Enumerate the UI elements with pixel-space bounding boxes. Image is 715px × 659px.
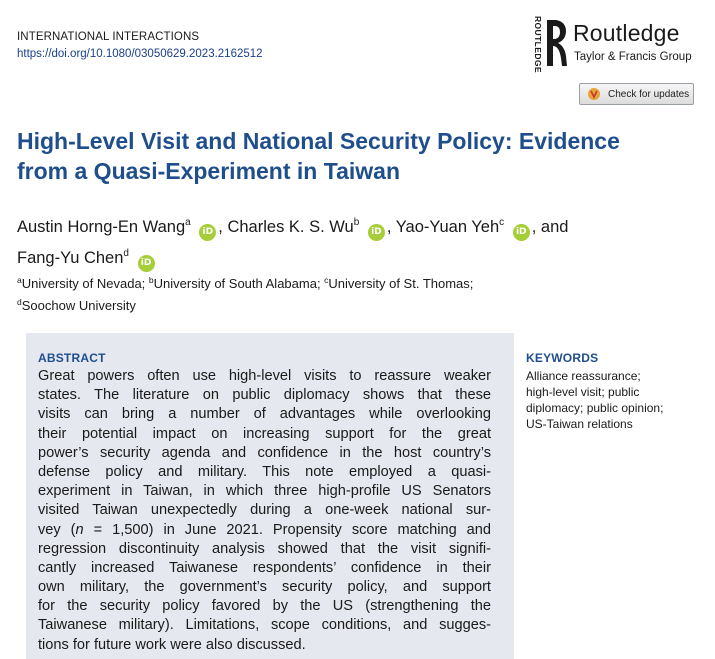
keywords-list xyxy=(526,368,663,432)
affiliation: University of St. Thomas; xyxy=(328,276,474,291)
abstract-line: states. The literature on public diplomacy shows that these xyxy=(38,387,491,404)
doi-link[interactable]: https://doi.org/10.1080/03050629.2023.2162512 xyxy=(17,48,263,60)
orcid-icon[interactable]: iD xyxy=(199,224,216,241)
abstract-line: their potential impact on increasing support for the great xyxy=(38,425,491,442)
keyword-line[interactable]: US-Taiwan relations xyxy=(526,417,633,431)
logo-vertical-text: ROUTLEDGE xyxy=(533,16,543,73)
abstract-line: for the security policy favored by the US (strengthening the xyxy=(38,598,491,615)
check-for-updates-button[interactable] xyxy=(579,83,694,105)
abstract-line: power’s security agenda and confidence in the host country’s xyxy=(38,444,491,461)
author-name[interactable]: Fang-Yu Chen xyxy=(17,249,124,267)
publisher-group: Taylor & Francis Group xyxy=(574,51,692,63)
routledge-mark-icon xyxy=(544,18,568,68)
affiliation: University of Nevada; xyxy=(21,276,149,291)
author-name[interactable]: Charles K. S. Wu xyxy=(227,218,354,236)
abstract-line: cantly increased Taiwanese respondents’ confidence in their xyxy=(38,559,491,576)
author-affil-sup: a xyxy=(185,217,191,228)
orcid-icon[interactable]: iD xyxy=(513,224,530,241)
keywords-heading: KEYWORDS xyxy=(526,351,599,365)
abstract-line: visits can bring a number of advantages while overlooking xyxy=(38,406,491,423)
orcid-icon[interactable]: iD xyxy=(368,224,385,241)
abstract-line: Great powers often use high-level visits to reassure weaker xyxy=(38,368,491,384)
abstract-line: vey (n = 1,500) in June 2021. Propensity score matching and xyxy=(38,521,492,538)
abstract-box xyxy=(26,333,514,659)
author-name[interactable]: Yao-Yuan Yeh xyxy=(395,218,500,236)
affiliation: University of South Alabama; xyxy=(153,276,325,291)
abstract-line: Taiwanese military). Limitations, scope conditions, and sugges- xyxy=(38,617,491,634)
abstract-line: defense policy and military. This note employed a quasi- xyxy=(38,463,491,480)
author-affil-sup: c xyxy=(499,217,505,228)
keyword-line[interactable]: high-level visit; public xyxy=(526,385,640,399)
routledge-logo[interactable] xyxy=(529,14,704,72)
affiliations: $^a$University of Nevada; $^b$University of South Alabama; $^c$University of St. Thomas; $^d$Soochow University xyxy=(17,275,474,313)
abstract-heading: ABSTRACT xyxy=(38,351,106,365)
author-affil-sup: b xyxy=(353,217,360,228)
orcid-icon[interactable]: iD xyxy=(138,255,155,272)
author-name[interactable]: Austin Horng-En Wang xyxy=(17,218,186,236)
author-list: Austin Horng-En Wang$^a$ iD , Charles K. S. Wu$^b$ iD , Yao-Yuan Yeh$^c$ iD , and Fang-Yu Chen$^d$ iD xyxy=(17,210,697,272)
check-updates-label: Check for updates xyxy=(608,88,690,100)
abstract-line: tions for future work were also discussed. xyxy=(38,636,306,653)
affiliation: Soochow University xyxy=(21,298,136,313)
keyword-line[interactable]: Alliance reassurance; xyxy=(526,369,641,383)
abstract-line: visited Taiwan unexpectedly during a one-week national sur- xyxy=(38,502,491,519)
abstract-line: regression discontinuity analysis showed that the visit signifi- xyxy=(38,540,491,557)
check-updates-icon xyxy=(585,87,603,101)
publisher-name: Routledge xyxy=(573,20,680,46)
abstract-line: own military, the government’s security policy, and support xyxy=(38,579,491,596)
author-affil-sup: d xyxy=(123,248,129,259)
journal-name: INTERNATIONAL INTERACTIONS xyxy=(17,31,200,43)
article-title: High-Level Visit and National Security Policy: Evidence from a Quasi-Experiment in Taiwan xyxy=(17,128,620,184)
abstract-text xyxy=(38,367,491,655)
abstract-line: experiment in Taiwan, in which three high-profile US Senators xyxy=(38,483,491,500)
keyword-line[interactable]: diplomacy; public opinion; xyxy=(526,401,664,415)
